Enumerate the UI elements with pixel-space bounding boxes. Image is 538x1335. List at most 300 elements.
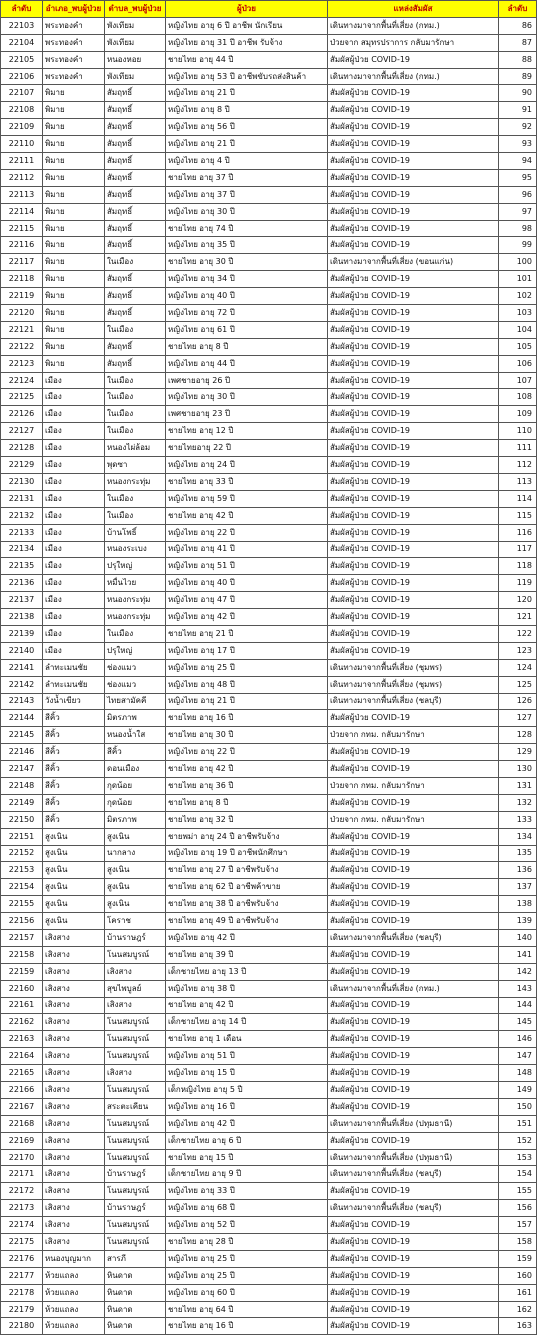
patient-cell: ชายไทย อายุ 36 ปี xyxy=(166,777,328,794)
table-row xyxy=(1,913,537,930)
subdistrict-cell: สูงเนิน xyxy=(105,828,166,845)
case-id-cell: 22162 xyxy=(1,1014,43,1031)
order-no-cell: 99 xyxy=(499,237,537,254)
subdistrict-cell: พังเทียม xyxy=(105,68,166,85)
table-row xyxy=(1,1149,537,1166)
case-id-cell: 22159 xyxy=(1,963,43,980)
source-cell: ป่วยจาก กทม. กลับมารักษา xyxy=(328,777,499,794)
table-row xyxy=(1,1234,537,1251)
district-cell: พระทองคำ xyxy=(43,51,105,68)
patient-cell: ชายไทย อายุ 33 ปี xyxy=(166,473,328,490)
subdistrict-cell: หนองหอย xyxy=(105,51,166,68)
patient-cell: หญิงไทย อายุ 38 ปี xyxy=(166,980,328,997)
district-cell: ห้วยแถลง xyxy=(43,1301,105,1318)
order-no-cell: 119 xyxy=(499,575,537,592)
order-no-cell: 92 xyxy=(499,119,537,136)
source-cell: สัมผัสผู้ป่วย COVID-19 xyxy=(328,237,499,254)
subdistrict-cell: สัมฤทธิ์ xyxy=(105,186,166,203)
patient-cell: เด็กหญิงไทย อายุ 5 ปี xyxy=(166,1082,328,1099)
table-row xyxy=(1,1115,537,1132)
case-id-cell: 22163 xyxy=(1,1031,43,1048)
patient-cell: หญิงไทย อายุ 42 ปี xyxy=(166,609,328,626)
subdistrict-cell: ดอนเมือง xyxy=(105,761,166,778)
patient-cell: ชายไทย อายุ 28 ปี xyxy=(166,1234,328,1251)
case-id-cell: 22145 xyxy=(1,727,43,744)
order-no-cell: 136 xyxy=(499,862,537,879)
patient-cell: เด็กชายไทย อายุ 13 ปี xyxy=(166,963,328,980)
order-no-cell: 152 xyxy=(499,1132,537,1149)
district-cell: สีคิ้ว xyxy=(43,744,105,761)
subdistrict-cell: กุดน้อย xyxy=(105,794,166,811)
order-no-cell: 103 xyxy=(499,305,537,322)
subdistrict-cell: หนองระเบง xyxy=(105,541,166,558)
subdistrict-cell: โนนสมบูรณ์ xyxy=(105,1234,166,1251)
district-cell: พิมาย xyxy=(43,254,105,271)
case-id-cell: 22105 xyxy=(1,51,43,68)
case-id-cell: 22119 xyxy=(1,288,43,305)
patient-cell: หญิงไทย อายุ 24 ปี xyxy=(166,457,328,474)
subdistrict-cell: บ้านโพธิ์ xyxy=(105,524,166,541)
subdistrict-cell: หินดาด xyxy=(105,1318,166,1335)
patient-cell: หญิงไทย อายุ 53 ปี อาชีพขับรถส่งสินค้า xyxy=(166,68,328,85)
district-cell: พิมาย xyxy=(43,271,105,288)
order-no-cell: 124 xyxy=(499,659,537,676)
order-no-cell: 106 xyxy=(499,355,537,372)
district-cell: เมือง xyxy=(43,440,105,457)
order-no-cell: 158 xyxy=(499,1234,537,1251)
district-cell: พิมาย xyxy=(43,355,105,372)
table-row xyxy=(1,51,537,68)
case-id-cell: 22154 xyxy=(1,879,43,896)
source-cell: สัมผัสผู้ป่วย COVID-19 xyxy=(328,288,499,305)
subdistrict-cell: หนองน้ำใส xyxy=(105,727,166,744)
district-cell: พิมาย xyxy=(43,288,105,305)
order-no-cell: 133 xyxy=(499,811,537,828)
case-id-cell: 22161 xyxy=(1,997,43,1014)
source-cell: เดินทางมาจากพื้นที่เสี่ยง (ชุมพร) xyxy=(328,659,499,676)
subdistrict-cell: ช่องแมว xyxy=(105,659,166,676)
order-no-cell: 115 xyxy=(499,507,537,524)
source-cell: สัมผัสผู้ป่วย COVID-19 xyxy=(328,153,499,170)
subdistrict-cell: สัมฤทธิ์ xyxy=(105,355,166,372)
order-no-cell: 135 xyxy=(499,845,537,862)
district-cell: เสิงสาง xyxy=(43,1234,105,1251)
table-row xyxy=(1,119,537,136)
order-no-cell: 148 xyxy=(499,1065,537,1082)
source-cell: สัมผัสผู้ป่วย COVID-19 xyxy=(328,389,499,406)
source-cell: สัมผัสผู้ป่วย COVID-19 xyxy=(328,1267,499,1284)
patient-cell: ชายไทย อายุ 74 ปี xyxy=(166,220,328,237)
district-cell: พิมาย xyxy=(43,305,105,322)
district-cell: สูงเนิน xyxy=(43,879,105,896)
patient-cell: หญิงไทย อายุ 34 ปี xyxy=(166,271,328,288)
district-cell: พิมาย xyxy=(43,220,105,237)
case-id-cell: 22142 xyxy=(1,676,43,693)
subdistrict-cell: นากลาง xyxy=(105,845,166,862)
patient-cell: หญิงไทย อายุ 44 ปี xyxy=(166,355,328,372)
subdistrict-cell: สัมฤทธิ์ xyxy=(105,203,166,220)
patient-cell: ชายไทย อายุ 12 ปี xyxy=(166,423,328,440)
order-no-cell: 88 xyxy=(499,51,537,68)
subdistrict-cell: โนนสมบูรณ์ xyxy=(105,1031,166,1048)
patient-cell: หญิงไทย อายุ 21 ปี xyxy=(166,136,328,153)
case-id-cell: 22124 xyxy=(1,372,43,389)
table-row xyxy=(1,169,537,186)
patient-cell: หญิงไทย อายุ 17 ปี xyxy=(166,642,328,659)
patient-cell: ชายไทย อายุ 30 ปี xyxy=(166,254,328,271)
subdistrict-cell: ในเมือง xyxy=(105,389,166,406)
source-cell: เดินทางมาจากพื้นที่เสี่ยง (ชลบุรี) xyxy=(328,1166,499,1183)
subdistrict-cell: สุขไพบูลย์ xyxy=(105,980,166,997)
patient-cell: หญิงไทย อายุ 68 ปี xyxy=(166,1200,328,1217)
patient-cell: หญิงไทย อายุ 4 ปี xyxy=(166,153,328,170)
order-no-cell: 86 xyxy=(499,17,537,34)
table-row xyxy=(1,541,537,558)
order-no-cell: 90 xyxy=(499,85,537,102)
subdistrict-cell: สัมฤทธิ์ xyxy=(105,305,166,322)
case-id-cell: 22153 xyxy=(1,862,43,879)
order-no-cell: 138 xyxy=(499,896,537,913)
case-id-cell: 22179 xyxy=(1,1301,43,1318)
order-no-cell: 130 xyxy=(499,761,537,778)
subdistrict-cell: ช่องแมว xyxy=(105,676,166,693)
source-cell: สัมผัสผู้ป่วย COVID-19 xyxy=(328,828,499,845)
table-row xyxy=(1,1031,537,1048)
patient-cell: หญิงไทย อายุ 8 ปี xyxy=(166,102,328,119)
table-body xyxy=(1,17,537,1334)
subdistrict-cell: สัมฤทธิ์ xyxy=(105,220,166,237)
source-cell: สัมผัสผู้ป่วย COVID-19 xyxy=(328,507,499,524)
case-id-cell: 22139 xyxy=(1,625,43,642)
table-row xyxy=(1,1318,537,1335)
district-cell: พระทองคำ xyxy=(43,34,105,51)
patient-cell: หญิงไทย อายุ 19 ปี อาชีพนักศึกษา xyxy=(166,845,328,862)
patient-cell: ชายไทย อายุ 44 ปี xyxy=(166,51,328,68)
case-id-cell: 22169 xyxy=(1,1132,43,1149)
order-no-cell: 162 xyxy=(499,1301,537,1318)
order-no-cell: 126 xyxy=(499,693,537,710)
source-cell: เดินทางมาจากพื้นที่เสี่ยง (ปทุมธานี) xyxy=(328,1115,499,1132)
source-cell: เดินทางมาจากพื้นที่เสี่ยง (กทม.) xyxy=(328,68,499,85)
source-cell: สัมผัสผู้ป่วย COVID-19 xyxy=(328,203,499,220)
order-no-cell: 155 xyxy=(499,1183,537,1200)
district-cell: เสิงสาง xyxy=(43,1048,105,1065)
case-id-cell: 22123 xyxy=(1,355,43,372)
order-no-cell: 141 xyxy=(499,946,537,963)
case-id-cell: 22110 xyxy=(1,136,43,153)
table-row xyxy=(1,1014,537,1031)
patient-cell: หญิงไทย อายุ 21 ปี xyxy=(166,693,328,710)
patient-cell: หญิงไทย อายุ 52 ปี xyxy=(166,1217,328,1234)
subdistrict-cell: หินดาด xyxy=(105,1301,166,1318)
subdistrict-cell: เสิงสาง xyxy=(105,1065,166,1082)
order-no-cell: 140 xyxy=(499,929,537,946)
patient-cell: หญิงไทย อายุ 16 ปี xyxy=(166,1098,328,1115)
source-cell: สัมผัสผู้ป่วย COVID-19 xyxy=(328,1014,499,1031)
case-id-cell: 22136 xyxy=(1,575,43,592)
patient-cell: หญิงไทย อายุ 47 ปี xyxy=(166,592,328,609)
order-no-cell: 134 xyxy=(499,828,537,845)
source-cell: สัมผัสผู้ป่วย COVID-19 xyxy=(328,1048,499,1065)
order-no-cell: 105 xyxy=(499,338,537,355)
case-id-cell: 22155 xyxy=(1,896,43,913)
source-cell: สัมผัสผู้ป่วย COVID-19 xyxy=(328,744,499,761)
source-cell: สัมผัสผู้ป่วย COVID-19 xyxy=(328,119,499,136)
order-no-cell: 101 xyxy=(499,271,537,288)
district-cell: เสิงสาง xyxy=(43,1200,105,1217)
subdistrict-cell: โนนสมบูรณ์ xyxy=(105,1217,166,1234)
order-no-cell: 128 xyxy=(499,727,537,744)
order-no-cell: 94 xyxy=(499,153,537,170)
subdistrict-cell: มิตรภาพ xyxy=(105,710,166,727)
table-row xyxy=(1,1217,537,1234)
case-id-cell: 22174 xyxy=(1,1217,43,1234)
table-row xyxy=(1,1183,537,1200)
patient-cell: หญิงไทย อายุ 40 ปี xyxy=(166,575,328,592)
table-row xyxy=(1,558,537,575)
order-no-cell: 108 xyxy=(499,389,537,406)
case-id-cell: 22150 xyxy=(1,811,43,828)
patient-cell: ชายไทย อายุ 32 ปี xyxy=(166,811,328,828)
case-id-cell: 22128 xyxy=(1,440,43,457)
table-row xyxy=(1,102,537,119)
district-cell: เมือง xyxy=(43,372,105,389)
district-cell: วังน้ำเขียว xyxy=(43,693,105,710)
case-id-cell: 22116 xyxy=(1,237,43,254)
table-row xyxy=(1,473,537,490)
order-no-cell: 123 xyxy=(499,642,537,659)
patient-cell: เพศชายอายุ 23 ปี xyxy=(166,406,328,423)
district-cell: เสิงสาง xyxy=(43,1082,105,1099)
district-cell: เสิงสาง xyxy=(43,980,105,997)
subdistrict-cell: ในเมือง xyxy=(105,406,166,423)
table-row xyxy=(1,338,537,355)
table-row xyxy=(1,440,537,457)
subdistrict-cell: โนนสมบูรณ์ xyxy=(105,946,166,963)
order-no-cell: 122 xyxy=(499,625,537,642)
table-row xyxy=(1,321,537,338)
order-no-cell: 121 xyxy=(499,609,537,626)
district-cell: เมือง xyxy=(43,541,105,558)
subdistrict-cell: สีคิ้ว xyxy=(105,744,166,761)
case-id-cell: 22177 xyxy=(1,1267,43,1284)
table-row xyxy=(1,153,537,170)
subdistrict-cell: บ้านราษฎร์ xyxy=(105,1200,166,1217)
district-cell: เมือง xyxy=(43,389,105,406)
case-id-cell: 22140 xyxy=(1,642,43,659)
table-row xyxy=(1,659,537,676)
district-cell: เมือง xyxy=(43,642,105,659)
source-cell: ป่วยจาก กทม. กลับมารักษา xyxy=(328,811,499,828)
order-no-cell: 102 xyxy=(499,288,537,305)
patient-cell: หญิงไทย อายุ 61 ปี xyxy=(166,321,328,338)
case-id-cell: 22106 xyxy=(1,68,43,85)
case-id-cell: 22133 xyxy=(1,524,43,541)
table-row xyxy=(1,811,537,828)
case-id-cell: 22167 xyxy=(1,1098,43,1115)
case-id-cell: 22157 xyxy=(1,929,43,946)
header-district: อำเภอ_พบผู้ป่วย xyxy=(43,1,105,18)
subdistrict-cell: สัมฤทธิ์ xyxy=(105,237,166,254)
subdistrict-cell: ปรุใหญ่ xyxy=(105,642,166,659)
district-cell: เสิงสาง xyxy=(43,1014,105,1031)
subdistrict-cell: หินดาด xyxy=(105,1267,166,1284)
subdistrict-cell: พุดซา xyxy=(105,457,166,474)
district-cell: เมือง xyxy=(43,625,105,642)
order-no-cell: 116 xyxy=(499,524,537,541)
patient-cell: หญิงไทย อายุ 33 ปี xyxy=(166,1183,328,1200)
district-cell: ลำทะเมนชัย xyxy=(43,659,105,676)
district-cell: เมือง xyxy=(43,558,105,575)
subdistrict-cell: เสิงสาง xyxy=(105,963,166,980)
order-no-cell: 143 xyxy=(499,980,537,997)
subdistrict-cell: สารภี xyxy=(105,1250,166,1267)
district-cell: พิมาย xyxy=(43,169,105,186)
table-row xyxy=(1,220,537,237)
source-cell: สัมผัสผู้ป่วย COVID-19 xyxy=(328,1250,499,1267)
case-id-cell: 22152 xyxy=(1,845,43,862)
subdistrict-cell: โนนสมบูรณ์ xyxy=(105,1014,166,1031)
source-cell: สัมผัสผู้ป่วย COVID-19 xyxy=(328,1065,499,1082)
case-id-cell: 22160 xyxy=(1,980,43,997)
order-no-cell: 142 xyxy=(499,963,537,980)
district-cell: ห้วยแถลง xyxy=(43,1284,105,1301)
patient-cell: ชายไทย อายุ 42 ปี xyxy=(166,507,328,524)
case-id-cell: 22125 xyxy=(1,389,43,406)
source-cell: สัมผัสผู้ป่วย COVID-19 xyxy=(328,997,499,1014)
patient-cell: หญิงไทย อายุ 30 ปี xyxy=(166,203,328,220)
source-cell: สัมผัสผู้ป่วย COVID-19 xyxy=(328,457,499,474)
table-row xyxy=(1,68,537,85)
table-row xyxy=(1,896,537,913)
table-row xyxy=(1,592,537,609)
source-cell: สัมผัสผู้ป่วย COVID-19 xyxy=(328,1318,499,1335)
district-cell: เมือง xyxy=(43,592,105,609)
table-row xyxy=(1,676,537,693)
subdistrict-cell: สัมฤทธิ์ xyxy=(105,271,166,288)
subdistrict-cell: โคราช xyxy=(105,913,166,930)
case-id-cell: 22127 xyxy=(1,423,43,440)
case-id-cell: 22170 xyxy=(1,1149,43,1166)
district-cell: เมือง xyxy=(43,575,105,592)
subdistrict-cell: บ้านราษฎร์ xyxy=(105,929,166,946)
subdistrict-cell: สัมฤทธิ์ xyxy=(105,288,166,305)
district-cell: สีคิ้ว xyxy=(43,811,105,828)
order-no-cell: 129 xyxy=(499,744,537,761)
district-cell: เสิงสาง xyxy=(43,1031,105,1048)
table-row xyxy=(1,609,537,626)
order-no-cell: 139 xyxy=(499,913,537,930)
order-no-cell: 149 xyxy=(499,1082,537,1099)
subdistrict-cell: ในเมือง xyxy=(105,625,166,642)
header-no: ลำดับ xyxy=(499,1,537,18)
district-cell: พิมาย xyxy=(43,153,105,170)
order-no-cell: 132 xyxy=(499,794,537,811)
subdistrict-cell: สัมฤทธิ์ xyxy=(105,136,166,153)
table-row xyxy=(1,423,537,440)
patient-cell: หญิงไทย อายุ 35 ปี xyxy=(166,237,328,254)
patient-cell: ชายไทย อายุ 16 ปี xyxy=(166,710,328,727)
case-id-cell: 22168 xyxy=(1,1115,43,1132)
subdistrict-cell: เสิงสาง xyxy=(105,997,166,1014)
patient-cell: หญิงไทย อายุ 25 ปี xyxy=(166,1267,328,1284)
order-no-cell: 87 xyxy=(499,34,537,51)
subdistrict-cell: ในเมือง xyxy=(105,372,166,389)
order-no-cell: 163 xyxy=(499,1318,537,1335)
case-id-cell: 22122 xyxy=(1,338,43,355)
table-row xyxy=(1,1048,537,1065)
case-id-cell: 22120 xyxy=(1,305,43,322)
case-id-cell: 22172 xyxy=(1,1183,43,1200)
district-cell: พระทองคำ xyxy=(43,17,105,34)
subdistrict-cell: ในเมือง xyxy=(105,423,166,440)
district-cell: สูงเนิน xyxy=(43,913,105,930)
case-id-cell: 22117 xyxy=(1,254,43,271)
order-no-cell: 127 xyxy=(499,710,537,727)
source-cell: สัมผัสผู้ป่วย COVID-19 xyxy=(328,338,499,355)
subdistrict-cell: ในเมือง xyxy=(105,254,166,271)
case-id-cell: 22138 xyxy=(1,609,43,626)
source-cell: สัมผัสผู้ป่วย COVID-19 xyxy=(328,710,499,727)
order-no-cell: 100 xyxy=(499,254,537,271)
source-cell: สัมผัสผู้ป่วย COVID-19 xyxy=(328,524,499,541)
source-cell: สัมผัสผู้ป่วย COVID-19 xyxy=(328,1132,499,1149)
source-cell: สัมผัสผู้ป่วย COVID-19 xyxy=(328,625,499,642)
district-cell: พิมาย xyxy=(43,321,105,338)
patient-cell: ชายไทย อายุ 42 ปี xyxy=(166,997,328,1014)
order-no-cell: 150 xyxy=(499,1098,537,1115)
source-cell: สัมผัสผู้ป่วย COVID-19 xyxy=(328,305,499,322)
order-no-cell: 147 xyxy=(499,1048,537,1065)
header-subdistrict: ตำบล_พบผู้ป่วย xyxy=(105,1,166,18)
district-cell: หนองบุญมาก xyxy=(43,1250,105,1267)
source-cell: สัมผัสผู้ป่วย COVID-19 xyxy=(328,1183,499,1200)
case-id-cell: 22146 xyxy=(1,744,43,761)
patient-cell: ชายไทย อายุ 38 ปี อาชีพรับจ้าง xyxy=(166,896,328,913)
source-cell: สัมผัสผู้ป่วย COVID-19 xyxy=(328,1234,499,1251)
district-cell: เมือง xyxy=(43,473,105,490)
source-cell: เดินทางมาจากพื้นที่เสี่ยง (ชุมพร) xyxy=(328,676,499,693)
source-cell: สัมผัสผู้ป่วย COVID-19 xyxy=(328,592,499,609)
table-row xyxy=(1,524,537,541)
source-cell: สัมผัสผู้ป่วย COVID-19 xyxy=(328,321,499,338)
case-id-cell: 22156 xyxy=(1,913,43,930)
patient-cell: หญิงไทย อายุ 31 ปี อาชีพ รับจ้าง xyxy=(166,34,328,51)
patient-cell: เพศชายอายุ 26 ปี xyxy=(166,372,328,389)
patient-cell: หญิงไทย อายุ 22 ปี xyxy=(166,744,328,761)
subdistrict-cell: โนนสมบูรณ์ xyxy=(105,1132,166,1149)
table-row xyxy=(1,457,537,474)
table-row xyxy=(1,794,537,811)
table-row xyxy=(1,203,537,220)
source-cell: สัมผัสผู้ป่วย COVID-19 xyxy=(328,1301,499,1318)
source-cell: สัมผัสผู้ป่วย COVID-19 xyxy=(328,169,499,186)
district-cell: สูงเนิน xyxy=(43,862,105,879)
district-cell: ลำทะเมนชัย xyxy=(43,676,105,693)
order-no-cell: 160 xyxy=(499,1267,537,1284)
table-row xyxy=(1,490,537,507)
district-cell: สีคิ้ว xyxy=(43,727,105,744)
case-id-cell: 22164 xyxy=(1,1048,43,1065)
order-no-cell: 112 xyxy=(499,457,537,474)
district-cell: เสิงสาง xyxy=(43,1098,105,1115)
table-row xyxy=(1,288,537,305)
district-cell: เมือง xyxy=(43,490,105,507)
source-cell: สัมผัสผู้ป่วย COVID-19 xyxy=(328,220,499,237)
source-cell: สัมผัสผู้ป่วย COVID-19 xyxy=(328,963,499,980)
case-id-cell: 22149 xyxy=(1,794,43,811)
source-cell: สัมผัสผู้ป่วย COVID-19 xyxy=(328,102,499,119)
